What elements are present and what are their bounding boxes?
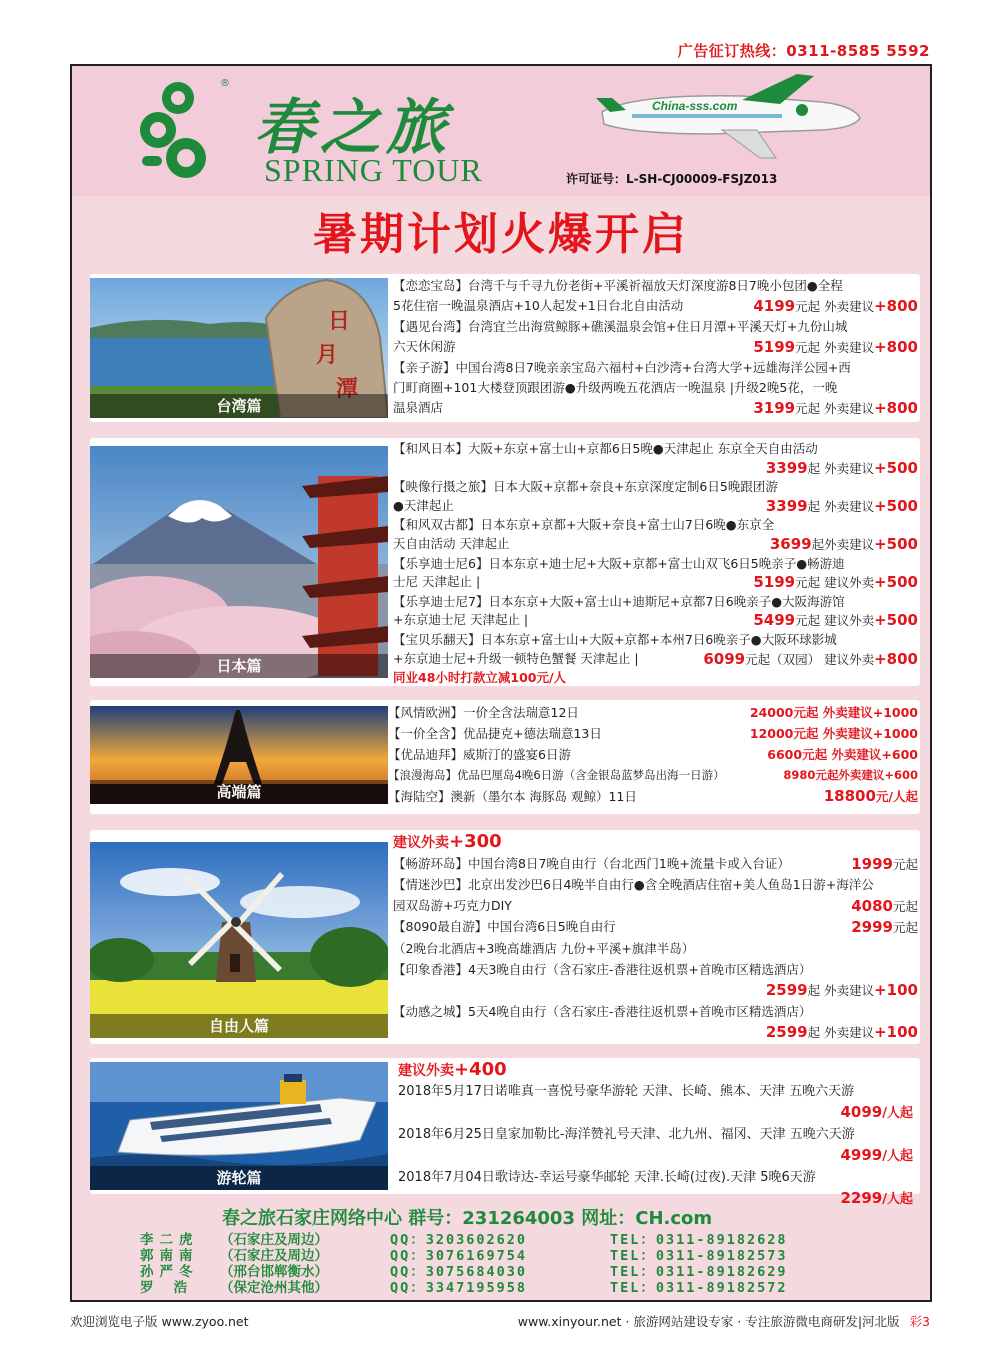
advertisement-frame [70,64,932,1302]
luxury-label: 高端篇 [90,780,388,804]
cruise-suggest: 建议外卖+400 [398,1060,507,1080]
section-japan [90,438,920,686]
luxury-item: 【优品迪拜】威斯汀的盛宴6日游 6600元起 外卖建议+600 [388,747,918,762]
cruise-price-row: 4999/人起 [840,1146,913,1164]
brand-name-cn: 春之旅 [254,93,452,163]
cruise-photo [90,1062,388,1190]
japan-line: ●天津起止 3399起 外卖建议+500 [393,496,918,515]
free-line: 【畅游环岛】中国台湾8日7晚自由行（台北西门1晚+流量卡或入台证） 1999元起 [393,854,918,873]
free-line: 【8090最自游】中国台湾6日5晚自由行 2999元起 [393,918,918,937]
taiwan-photo [90,278,388,418]
japan-list [393,440,918,688]
plane-livery-text: China-sss.com [652,99,738,113]
page-number: 彩3 [909,1314,930,1329]
free-line: 园双岛游+巧克力DIY 4080元起 [393,896,918,915]
japan-line: 【映像行摄之旅】日本大阪+京都+奈良+东京深度定制6日5晚跟团游 [393,479,778,495]
taiwan-line: 六天休闲游 5199元起 外卖建议+800 [393,338,918,356]
luxury-list [388,702,918,807]
japan-label: 日本篇 [90,654,388,678]
free-label: 自由人篇 [90,1014,388,1038]
taiwan-line: 温泉酒店 3199元起 外卖建议+800 [393,399,918,417]
spring-tour-logo-icon [134,74,216,184]
cruise-item: 2018年7月04日歌诗达-幸运号豪华邮轮 天津.长崎(过夜).天津 5晚6天游 [398,1169,816,1185]
network-center-title: 春之旅石家庄网络中心 群号：231264003 网址：CH.com [222,1208,713,1229]
taiwan-price: 5199 [753,338,796,356]
japan-line: 【和风双古都】日本东京+京都+大阪+奈良+富士山7日6晚●东京全 [393,517,775,533]
japan-promo: 同业48小时打款立减100元/人 [393,670,567,686]
japan-line: +东京迪士尼+升级一顿特色蟹餐 天津起止 | 6099元起（双园） 建议外卖+800 [393,649,918,668]
cruise-item: 2018年6月25日皇家加勒比-海洋赞礼号天津、北九州、福冈、天津 五晚六天游 [398,1126,855,1142]
taiwan-line: 【遇见台湾】台湾宜兰出海赏鲸豚+礁溪温泉会馆+住日月潭+平溪天灯+九份山城 [393,319,848,334]
taiwan-line: 【亲子游】中国台湾8日7晚亲亲宝岛六福村+白沙湾+台湾大学+远雄海洋公园+西 [393,360,851,375]
contact-row: 李二虎 （石家庄及周边） QQ：3203602620 TEL：0311-89182628 [140,1232,788,1248]
contact-footer [72,1194,930,1300]
taiwan-price: 3199 [753,399,796,417]
taiwan-line: 【恋恋宝岛】台湾千与千寻九份老街+平溪祈福放天灯深度游8日7晚小包团●全程 [393,278,843,293]
section-free [90,830,920,1044]
ad-hotline: 广告征订热线：0311-8585 5592 [677,42,930,60]
luxury-item: 【海陆空】澳新（墨尔本 海豚岛 观鲸）11日 18800元/人起 [388,787,918,805]
free-line: 【印象香港】4天3晚自由行（含石家庄-香港往返机票+首晚市区精选酒店） [393,961,812,977]
headline: 暑期计划火爆开启 [313,209,689,260]
japan-line: 【和风日本】大阪+东京+富士山+京都6日5晚●天津起止 东京全天自由活动 [393,441,818,456]
free-list [393,832,918,1044]
luxury-photo [90,706,388,804]
section-cruise [90,1058,920,1207]
registered-mark: ® [220,78,230,89]
japan-price-row: 3399起 外卖建议+500 [765,458,918,477]
japan-line: 【宝贝乐翻天】日本东京+富士山+大阪+京都+本州7日6晚亲子●大阪环球影城 [393,631,837,647]
svg-text:月: 月 [316,342,339,368]
free-line: 【动感之城】5天4晚自由行（含石家庄-香港往返机票+首晚市区精选酒店） [393,1003,812,1019]
taiwan-list [393,276,918,419]
brand-name-en: SPRING TOUR [264,152,483,188]
airplane-icon [592,72,872,162]
publisher-line [518,1312,930,1330]
free-line: 【情迷沙巴】北京出发沙巴6日4晚半自由行●含全晚酒店住宿+美人鱼岛1日游+海洋公 [393,877,874,893]
japan-line: 士尼 天津起止 | 5199元起 建议外卖+500 [393,573,918,592]
cruise-price-row: 4099/人起 [840,1103,913,1121]
cruise-list [398,1060,913,1211]
luxury-item: 【一价全含】优品捷克+德法瑞意13日 12000元起 外卖建议+1000 [388,726,918,741]
luxury-item: 【风情欧洲】一价全含法瑞意12日 24000元起 外卖建议+1000 [388,705,918,720]
taiwan-label: 台湾篇 [90,394,388,418]
electronic-edition-link[interactable]: 欢迎浏览电子版 www.zyoo.net [70,1314,249,1329]
contact-row: 郭南南 （石家庄及周边） QQ：3076169754 TEL：0311-89182573 [140,1248,788,1264]
svg-text:日: 日 [328,308,351,334]
taiwan-line: 5花住宿一晚温泉酒店+10人起发+1日台北自由活动 4199元起 外卖建议+800 [393,297,918,315]
svg-text:潭: 潭 [336,376,359,402]
contact-row: 孙严冬 （邢台邯郸衡水） QQ：3075684030 TEL：0311-89182629 [140,1264,788,1280]
cruise-label: 游轮篇 [90,1166,388,1190]
free-line: （2晚台北酒店+3晚高雄酒店 九份+平溪+旗津半岛） [393,940,695,956]
japan-line: 天自由活动 天津起止 3699起外卖建议+500 [393,534,918,553]
cruise-price-row: 2299/人起 [840,1189,913,1207]
brand-header [72,66,930,196]
free-price-row: 2599起 外卖建议+100 [765,1023,918,1042]
section-taiwan [90,274,920,422]
section-luxury [90,700,920,814]
free-suggest: 建议外卖+300 [393,832,502,852]
free-photo [90,842,388,1038]
japan-line: 【乐享迪士尼6】日本东京+迪士尼+大阪+京都+富士山双飞6日5晚亲子●畅游迪 [393,555,845,571]
cruise-item: 2018年5月17日诺唯真一喜悦号豪华游轮 天津、长崎、熊本、天津 五晚六天游 [398,1083,855,1099]
license-number: 许可证号：L-SH-CJ00009-FSJZ013 [566,172,778,186]
taiwan-line: 门町商圈+101大楼登顶跟团游●升级两晚五花酒店一晚温泉 |升级2晚5花，一晚 [393,380,838,395]
luxury-item: 【浪漫海岛】优品巴厘岛4晚6日游（含金银岛蓝梦岛出海一日游） 8980元起外卖建议+600 [388,768,918,782]
japan-photo [90,446,388,678]
taiwan-price: 4199 [753,297,796,315]
contact-row: 罗 浩 （保定沧州其他） QQ：3347195958 TEL：0311-89182572 [140,1280,788,1296]
contact-list [140,1232,870,1296]
japan-line: +东京迪士尼 天津起止 | 5499元起 建议外卖+500 [393,611,918,630]
japan-line: 【乐享迪士尼7】日本东京+大阪+富士山+迪斯尼+京都7日6晚亲子●大阪海游馆 [393,593,845,609]
publisher-text[interactable]: www.xinyour.net · 旅游网站建设专家 · 专注旅游微电商研发|河北版 [517,1314,900,1329]
free-price-row: 2599起 外卖建议+100 [765,981,918,1000]
